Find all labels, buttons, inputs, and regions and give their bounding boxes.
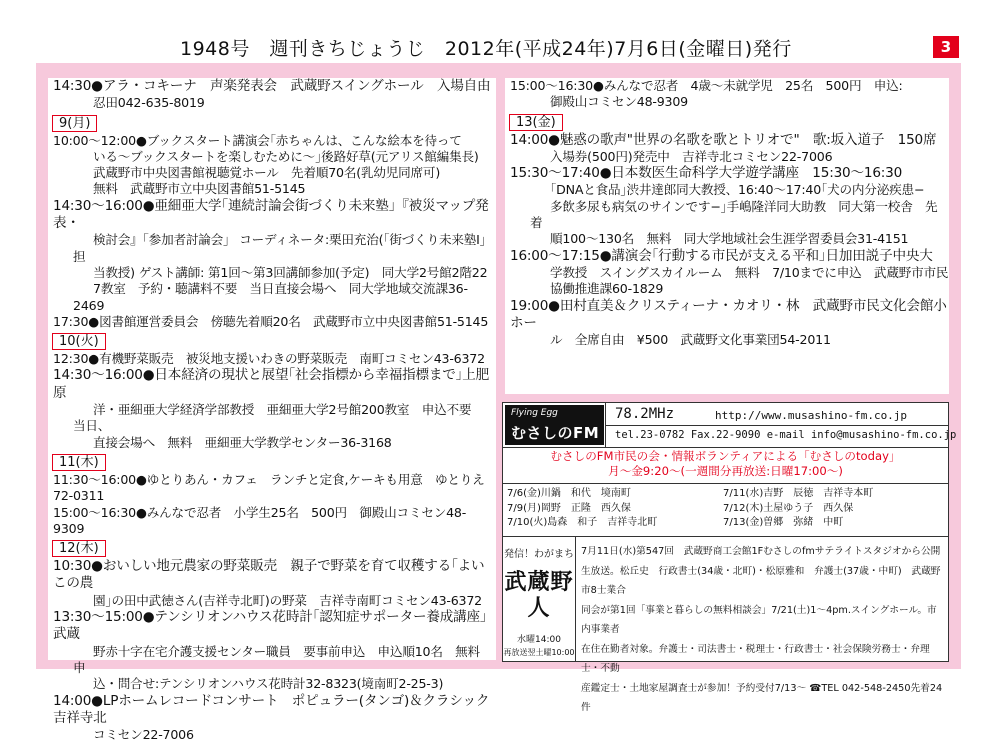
event-text: ル 全席自由 ¥500 武蔵野文化事業団54-2011 — [550, 332, 831, 348]
schedule-item: 7/10(火)島森 和子 吉祥寺北町 — [507, 517, 658, 528]
event-text: 14:30〜16:00●日本経済の現状と展望｢社会指標から幸福指標まで｣上肥原 — [53, 367, 490, 401]
event-line — [48, 609, 496, 644]
event-text: 洋・亜細亜大学経済学部教授 亜細亜大学2号館200教室 申込不要 当日、 — [73, 402, 484, 434]
event-line — [505, 265, 949, 281]
event-line — [48, 676, 496, 692]
event-line — [505, 199, 949, 232]
event-line — [48, 593, 496, 609]
event-line — [48, 181, 496, 197]
event-line — [48, 133, 496, 149]
divider — [606, 425, 948, 426]
musashino-fm-box — [502, 402, 957, 713]
event-line — [48, 558, 496, 593]
event-line — [505, 132, 949, 149]
divider — [503, 447, 948, 448]
event-line — [48, 198, 496, 233]
event-line — [505, 165, 949, 182]
event-text: ｢DNAと食品｣渋井達郎同大教授、16:40〜17:40｢犬の内分泌疾患− — [550, 182, 925, 198]
event-line — [505, 149, 949, 165]
page-header — [0, 34, 992, 60]
event-line — [505, 94, 949, 110]
event-text: 14:00●LPホームレコードコンサート ポピュラー(タンゴ)＆クラシック 吉祥寺北 — [53, 692, 503, 726]
event-text: 12:30●有機野菜販売 被災地支援いわきの野菜販売 南町コミセン43-6372 — [53, 351, 485, 367]
right-event-column — [505, 78, 949, 394]
fm-logo-tagline: Flying Egg — [511, 408, 558, 418]
event-line — [48, 472, 496, 505]
fm-today-line: 月〜金9:20〜(一週間分再放送:日曜17:00〜) — [608, 464, 843, 478]
event-text: いる〜ブックスタートを楽しむために〜｣後路好草(元アリス館編集長) — [93, 148, 479, 164]
event-line — [48, 149, 496, 165]
event-line — [505, 231, 949, 247]
program-subtitle: 発信！わがまち — [504, 549, 574, 560]
event-line — [48, 351, 496, 367]
event-line — [48, 727, 496, 743]
schedule-item: 7/11(水)吉野 辰徳 吉祥寺本町 — [723, 488, 874, 499]
description-line: 産鑑定士・土地家屋調査士が参加！予約受付7/13〜 ☎TEL 042-548-2450先着24件 — [581, 682, 943, 713]
page-number-badge: 3 — [933, 36, 959, 58]
event-text: 多飲多尿も病気のサインです−｣手嶋隆洋同大助教 同大第一校舎 先着 — [530, 198, 938, 231]
schedule-item: 7/6(金)川鍋 和代 境南町 — [507, 488, 631, 499]
event-line — [48, 165, 496, 181]
event-line — [505, 78, 949, 94]
event-line — [505, 332, 949, 348]
event-text: 14:30●アラ・コキーナ 声楽発表会 武蔵野スイングホール 入場自由 — [53, 78, 491, 94]
day-label: 12(木) — [52, 540, 106, 557]
day-label: 9(月) — [52, 115, 97, 132]
fm-schedule-right — [723, 487, 873, 531]
fm-logo-name: むさしのFM — [511, 424, 600, 442]
event-text: 14:00●魅惑の歌声"世界の名歌を歌とトリオで" 歌:坂入道子 150席 — [510, 131, 937, 148]
fm-frequency: 78.2MHz — [615, 406, 675, 422]
fm-url: http://www.musashino-fm.co.jp — [715, 409, 908, 422]
description-line: 7月11日(水)第547回 武蔵野商工会館1Fむさしのfmサテライトスタジオから公開 — [581, 546, 941, 557]
event-text: 順100〜130名 無料 同大学地域社会生涯学習委員会31-4151 — [550, 231, 909, 247]
description-line: 同会が第1回「事業と暮らしの無料相談会」7/21(土)1〜4pm.スイングホール。市内事業者 — [581, 604, 937, 635]
event-line — [48, 402, 496, 435]
program-title: 武蔵野人 — [504, 570, 574, 621]
day-heading — [48, 330, 496, 351]
event-line — [48, 505, 496, 538]
event-text: 15:00〜16:30●みんなで忍者 小学生25名 500円 御殿山コミセン48-9309 — [53, 504, 467, 536]
day-label: 13(金) — [509, 114, 563, 131]
event-text: コミセン22-7006 — [93, 727, 194, 743]
event-text: 10:30●おいしい地元農家の野菜販売 親子で野菜を育て収穫する｢よいこの農 — [53, 558, 485, 592]
day-heading — [48, 451, 496, 472]
musashino-jin-box — [503, 537, 576, 661]
day-label: 10(火) — [52, 333, 106, 350]
fm-schedule-left — [507, 487, 657, 531]
fm-logo — [505, 405, 604, 445]
event-text: 14:30〜16:00●亜細亜大学｢連続討論会街づくり未来塾｣『被災マップ発表・ — [53, 197, 489, 232]
issue-title: 1948号 週刊きちじょうじ 2012年(平成24年)7月6日(金曜日)発行 — [180, 38, 792, 60]
event-text: 17:30●図書館運営委員会 傍聴先着順20名 武蔵野市立中央図書館51-5145 — [53, 313, 489, 329]
event-line — [48, 78, 496, 95]
fm-today-line: むさしのFM市民の会・情報ボランティアによる「むさしのtoday」 — [550, 449, 901, 463]
event-text: 無料 武蔵野市立中央図書館51-5145 — [93, 181, 306, 197]
event-text: 10:00〜12:00●ブックスタート講演会｢赤ちゃんは、こんな絵本を待って — [53, 132, 462, 148]
event-text: 検討会』「参加者討論会」 コーディネータ:栗田充治(｢街づくり未来塾Ⅰ｣担 — [73, 232, 486, 264]
event-text: 7教室 予約・聴講料不要 当日直接会場へ 同大学地域交流課36-2469 — [73, 281, 468, 313]
event-text: 園｣の田中武徳さん(吉祥寺北町)の野菜 吉祥寺南町コミセン43-6372 — [93, 592, 482, 608]
schedule-item: 7/9(月)岡野 正隆 西久保 — [507, 502, 631, 514]
schedule-item: 7/12(木)土屋ゆう子 西久保 — [723, 502, 854, 514]
event-line — [48, 265, 496, 281]
event-text: 入場券(500円)発売中 吉祥寺北コミセン22-7006 — [550, 148, 833, 164]
event-text: 協働推進課60-1829 — [550, 281, 664, 297]
event-text: 当教授) ゲスト講師: 第1回〜第3回講師参加(予定) 同大学2号館2階22 — [93, 264, 488, 280]
fm-contact: tel.23-0782 Fax.22-9090 e-mail info@musashino-fm.co.jp — [615, 429, 957, 441]
day-heading — [505, 111, 949, 132]
event-text: 15:00〜16:30●みんなで忍者 4歳〜未就学児 25名 500円 申込: — [510, 78, 903, 93]
event-text: 野赤十字在宅介護支援センター職員 要事前申込 申込順10名 無料 申 — [73, 643, 493, 675]
event-text: 忍田042-635-8019 — [93, 95, 205, 111]
event-line — [505, 182, 949, 198]
event-text: 15:30〜17:40●日本数医生命科学大学遊学講座 15:30〜16:30 — [510, 165, 903, 182]
event-text: 込・問合せ:テンシリオンハウス花時計32-8323(境南町2-25-3) — [93, 676, 444, 692]
schedule-item: 7/13(金)曽郷 弥緒 中町 — [723, 517, 844, 528]
day-label: 11(木) — [52, 454, 106, 471]
program-description — [581, 542, 943, 718]
divider — [503, 483, 948, 484]
event-line — [48, 644, 496, 677]
event-text: 武蔵野市中央図書館視聴覚ホール 先着順70名(乳幼児同席可) — [93, 165, 441, 181]
program-rebroadcast: 再放送翌土曜10:00 — [503, 648, 575, 657]
event-line — [48, 367, 496, 402]
day-heading — [48, 112, 496, 133]
event-text: 直接会場へ 無料 亜細亜大学教学センター36-3168 — [93, 434, 392, 450]
event-line — [505, 248, 949, 265]
description-line: 生放送。松丘史 行政書士(34歳・北町)・松原雅和 弁護士(37歳・中町) 武蔵野市8士業合 — [581, 565, 941, 596]
event-line — [48, 692, 503, 728]
description-line: 在住在勤者対象。弁護士・司法書士・税理士・行政書士・社会保険労務士・弁理士・不動 — [581, 643, 930, 674]
event-text: 13:30〜15:00●テンシリオンハウス花時計｢認知症サポーター養成講座｣武蔵 — [53, 609, 487, 643]
event-text: 11:30〜16:00●ゆとりあん・カフェ ランチと定食,ケーキも用意 ゆとりえ72-0311 — [53, 471, 485, 504]
event-line — [48, 281, 496, 314]
event-text: 19:00●田村直美＆クリスティーナ・カオリ・林 武蔵野市民文化会館小ホー — [510, 297, 947, 331]
left-event-column — [48, 78, 503, 743]
event-line — [505, 281, 949, 297]
day-heading — [48, 537, 496, 558]
event-text: 学教授 スイングスカイルーム 無料 7/10までに申込 武蔵野市市民 — [550, 264, 949, 280]
fm-today-notice — [503, 449, 948, 479]
event-text: 御殿山コミセン48-9309 — [550, 94, 688, 110]
event-line — [48, 232, 496, 265]
event-line — [48, 435, 496, 451]
event-text: 16:00〜17:15●講演会｢行動する市民が支える平和｣日加田説子中央大 — [510, 247, 933, 264]
event-line — [505, 298, 949, 333]
event-line — [48, 95, 496, 111]
program-time: 水曜14:00 — [517, 635, 561, 645]
event-line — [48, 314, 496, 330]
